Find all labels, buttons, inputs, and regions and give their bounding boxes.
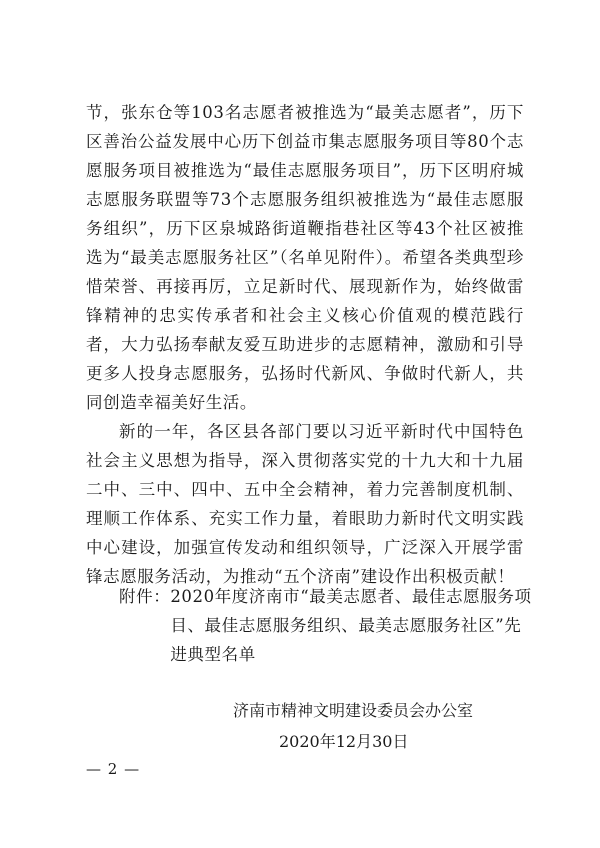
attachment-label: 附件： xyxy=(119,587,171,606)
signature-organization: 济南市精神文明建设委员会办公室 xyxy=(233,701,474,720)
attachment-text: 2020年度济南市“最美志愿者、最佳志愿服务项目、最佳志愿服务组织、最美志愿服务社区”先进典型名单 xyxy=(170,587,532,664)
paragraph-continued: 节，张东仓等103名志愿者被推选为“最美志愿者”，历下区善治公益发展中心历下创益市集志愿服务项目等80个志愿服务项目被推选为“最佳志愿服务项目”，历下区明府城志愿服务联盟等73个志愿服务组织被推选为“最佳志愿服务组织”，历下区泉城路街道鞭指巷社区等43个社区被推选为“最美志愿服务社区”（名单见附件）。希望各类典型珍惜荣誉、再接再厉，立足新时代、展现新作为，始终做雷锋精神的忠实传承者和社会主义核心价值观的模范践行者，大力弘扬奉献友爱互助进步的志愿精神，激励和引导更多人投身志愿服务，弘扬时代新风、争做时代新人，共同创造幸福美好生活。 xyxy=(86,103,524,412)
document-body xyxy=(86,98,524,591)
page-number: — 2 — xyxy=(86,760,141,778)
paragraph-new-year: 新的一年，各区县各部门要以习近平新时代中国特色社会主义思想为指导，深入贯彻落实党的十九大和十九届二中、三中、四中、五中全会精神，着力完善制度机制、理顺工作体系、充实工作力量，着眼助力新时代文明实践中心建设，加强宣传发动和组织领导，广泛深入开展学雷锋志愿服务活动，为推动“五个济南”建设作出积极贡献！ xyxy=(86,422,524,586)
attachment-section xyxy=(86,582,532,669)
signature-date: 2020年12月30日 xyxy=(279,732,409,751)
